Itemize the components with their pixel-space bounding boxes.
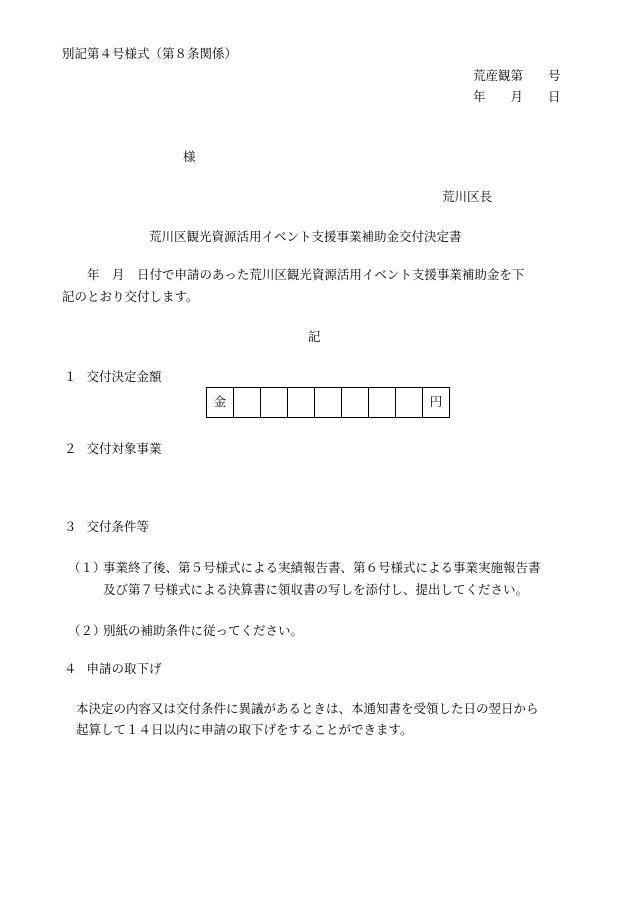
- section-number: ２: [64, 441, 77, 456]
- sender: 荒川区長: [442, 189, 493, 204]
- addressee-suffix: 様: [183, 149, 196, 164]
- form-label: 別記第４号様式（第８条関係）: [62, 46, 238, 61]
- section-heading-2: [64, 443, 162, 456]
- section-heading-3: [64, 521, 149, 534]
- intro-line: 記のとおり交付します。: [62, 289, 199, 304]
- section-number: ４: [64, 661, 77, 676]
- section-heading-4: [64, 663, 162, 676]
- section-number: １: [64, 369, 77, 384]
- document-title: 荒川区観光資源活用イベント支援事業補助金交付決定書: [149, 229, 462, 244]
- amount-prefix-cell: 金: [207, 388, 234, 418]
- document-number: 荒産観第 号: [473, 68, 561, 83]
- amount-digit-cell: [342, 388, 369, 418]
- amount-digit-cell: [234, 388, 261, 418]
- amount-digit-cell: [315, 388, 342, 418]
- section-title: 交付条件等: [86, 519, 150, 534]
- condition-label-2: （２）: [68, 623, 106, 638]
- amount-digit-cell: [396, 388, 423, 418]
- condition-text-1-line1: 事業終了後、第５号様式による実績報告書、第６号様式による事業実施報告書: [103, 560, 541, 575]
- section-title: 交付対象事業: [86, 441, 162, 456]
- section-heading-1: [64, 371, 162, 384]
- intro-line: 年 月 日付で申請のあった荒川区観光資源活用イベント支援事業補助金を下: [62, 267, 525, 282]
- section-title: 申請の取下げ: [86, 661, 162, 676]
- condition-text-1-line2: 及び第７号様式による決算書に領収書の写しを添付し、提出してください。: [103, 582, 529, 597]
- intro-paragraph: [62, 264, 582, 308]
- condition-label-1: （１）: [68, 560, 106, 575]
- section-title: 交付決定金額: [86, 369, 162, 384]
- amount-suffix-cell: 円: [423, 388, 450, 418]
- withdrawal-text-line1: 本決定の内容又は交付条件に異議があるときは、本通知書を受領した日の翌日から: [76, 701, 539, 716]
- section-number: ３: [64, 519, 77, 534]
- amount-digit-cell: [369, 388, 396, 418]
- amount-digit-cell: [261, 388, 288, 418]
- ki-marker: 記: [308, 329, 321, 344]
- amount-table: [206, 387, 450, 418]
- withdrawal-text-line2: 起算して１４日以内に申請の取下げをすることができます。: [76, 722, 413, 737]
- condition-text-2: 別紙の補助条件に従ってください。: [103, 623, 304, 638]
- document-date: 年 月 日: [473, 89, 561, 104]
- amount-digit-cell: [288, 388, 315, 418]
